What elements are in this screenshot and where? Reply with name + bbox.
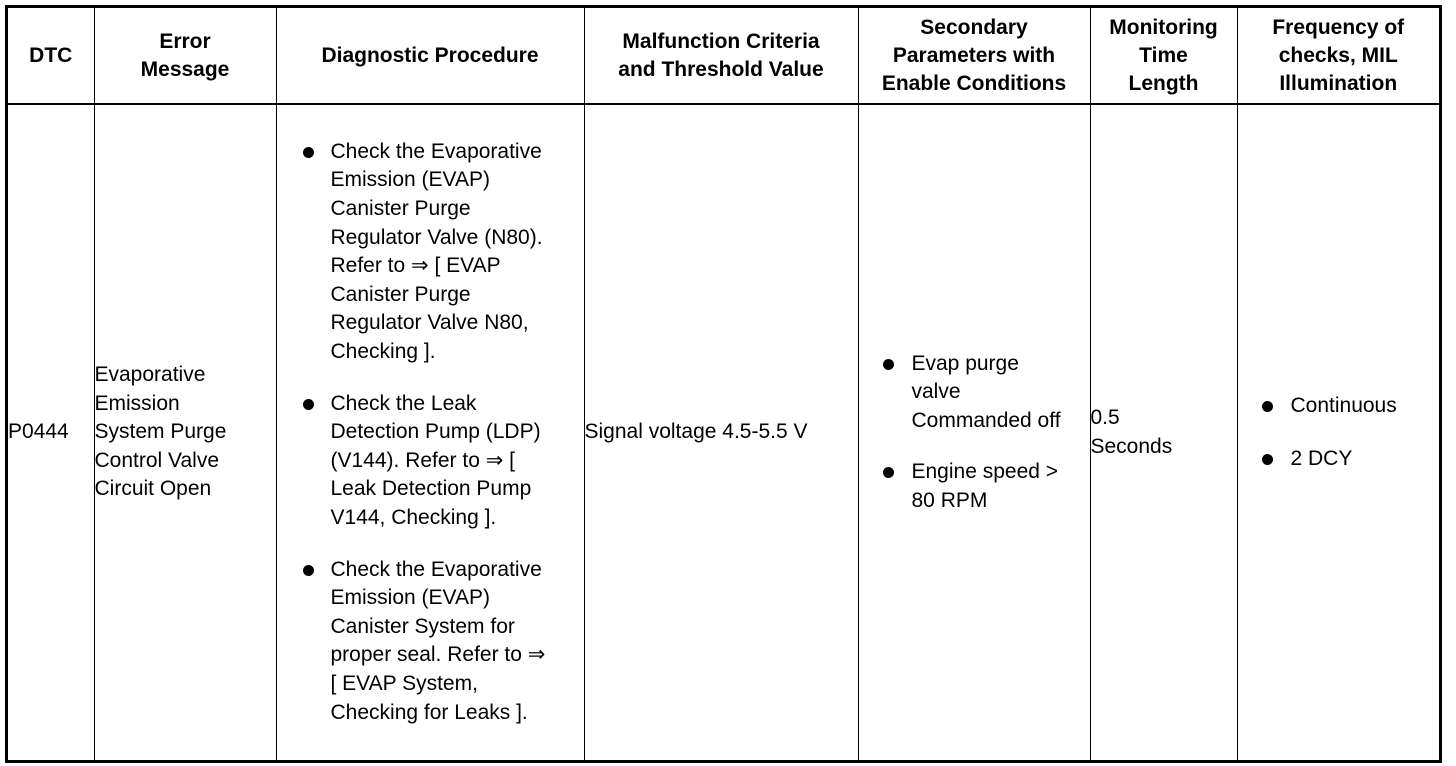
procedure-line: [ EVAP System, — [330, 671, 478, 695]
procedure-line: Emission (EVAP) — [330, 168, 490, 192]
cell-frequency — [1237, 104, 1439, 760]
bullet-icon — [303, 565, 314, 576]
header-line: DTC — [29, 43, 73, 67]
secondary-line: Evap purge — [911, 351, 1019, 375]
header-error-message — [94, 8, 276, 104]
procedure-list — [277, 138, 584, 727]
bullet-icon — [1262, 401, 1273, 412]
monitoring-time-unit: Seconds — [1090, 434, 1173, 458]
procedure-line: Regulator Valve N80, — [330, 311, 529, 335]
header-diagnostic-procedure — [276, 8, 584, 104]
secondary-parameters-list — [859, 350, 1090, 516]
procedure-line: Checking ]. — [330, 340, 436, 364]
header-row — [8, 8, 1439, 104]
procedure-line: Regulator Valve (N80). — [330, 225, 543, 249]
cell-diagnostic-procedure — [276, 104, 584, 760]
bullet-icon — [1262, 454, 1273, 465]
list-item — [301, 556, 578, 728]
secondary-line: valve — [911, 380, 961, 404]
header-line: Malfunction Criteria — [622, 29, 820, 53]
malfunction-criteria-value: Signal voltage 4.5-5.5 V — [584, 420, 808, 444]
bullet-icon — [883, 359, 894, 370]
error-line: Emission — [94, 391, 180, 415]
header-line: Message — [140, 57, 230, 81]
header-line: Diagnostic Procedure — [321, 43, 539, 67]
cell-dtc — [8, 104, 94, 760]
monitoring-time-value: 0.5 — [1090, 405, 1120, 429]
header-line: Monitoring — [1109, 15, 1218, 39]
secondary-line: 80 RPM — [911, 488, 988, 512]
procedure-line: Check the Leak — [330, 391, 477, 415]
secondary-line: Engine speed > — [911, 460, 1059, 484]
procedure-line: Refer to ⇒ [ EVAP — [330, 254, 501, 278]
table-row — [8, 104, 1439, 760]
secondary-line: Commanded off — [911, 408, 1061, 432]
error-line: Control Valve — [94, 448, 220, 472]
procedure-line: Leak Detection Pump — [330, 477, 532, 501]
header-line: Error — [159, 29, 211, 53]
bullet-icon — [303, 147, 314, 158]
procedure-line: Checking for Leaks ]. — [330, 700, 528, 724]
frequency-line: 2 DCY — [1290, 446, 1353, 470]
procedure-line: Detection Pump (LDP) — [330, 420, 541, 444]
error-line: System Purge — [94, 420, 227, 444]
header-line: Length — [1128, 71, 1199, 95]
dtc-table-frame — [5, 5, 1442, 763]
header-line: Illumination — [1279, 71, 1398, 95]
list-item — [301, 390, 578, 533]
procedure-line: Canister System for — [330, 614, 515, 638]
list-item — [1260, 445, 1436, 474]
procedure-line: (V144). Refer to ⇒ [ — [330, 448, 515, 472]
procedure-line: Check the Evaporative — [330, 139, 542, 163]
header-line: Enable Conditions — [881, 71, 1067, 95]
frequency-line: Continuous — [1290, 393, 1397, 417]
cell-error-message — [94, 104, 276, 760]
procedure-line: Canister Purge — [330, 282, 471, 306]
error-line: Circuit Open — [94, 477, 212, 501]
bullet-icon — [303, 399, 314, 410]
header-line: and Threshold Value — [618, 57, 824, 81]
header-line: Secondary — [920, 15, 1028, 39]
header-line: checks, MIL — [1278, 43, 1398, 67]
procedure-line: Canister Purge — [330, 197, 471, 221]
list-item — [1260, 392, 1436, 421]
header-frequency — [1237, 8, 1439, 104]
cell-monitoring-time — [1090, 104, 1237, 760]
frequency-list — [1238, 392, 1440, 473]
procedure-line: proper seal. Refer to ⇒ — [330, 643, 546, 667]
dtc-code: P0444 — [8, 420, 69, 444]
header-malfunction-criteria — [584, 8, 858, 104]
dtc-table — [8, 8, 1439, 760]
procedure-line: Emission (EVAP) — [330, 586, 490, 610]
procedure-line: V144, Checking ]. — [330, 505, 497, 529]
header-secondary-parameters — [858, 8, 1090, 104]
bullet-icon — [883, 467, 894, 478]
header-dtc — [8, 8, 94, 104]
list-item — [881, 350, 1086, 436]
error-line: Evaporative — [94, 363, 206, 387]
list-item — [301, 138, 578, 367]
procedure-line: Check the Evaporative — [330, 557, 542, 581]
header-monitoring-time — [1090, 8, 1237, 104]
header-line: Frequency of — [1272, 15, 1405, 39]
cell-secondary-parameters — [858, 104, 1090, 760]
cell-malfunction-criteria — [584, 104, 858, 760]
header-line: Time — [1139, 43, 1188, 67]
list-item — [881, 458, 1086, 515]
header-line: Parameters with — [892, 43, 1056, 67]
